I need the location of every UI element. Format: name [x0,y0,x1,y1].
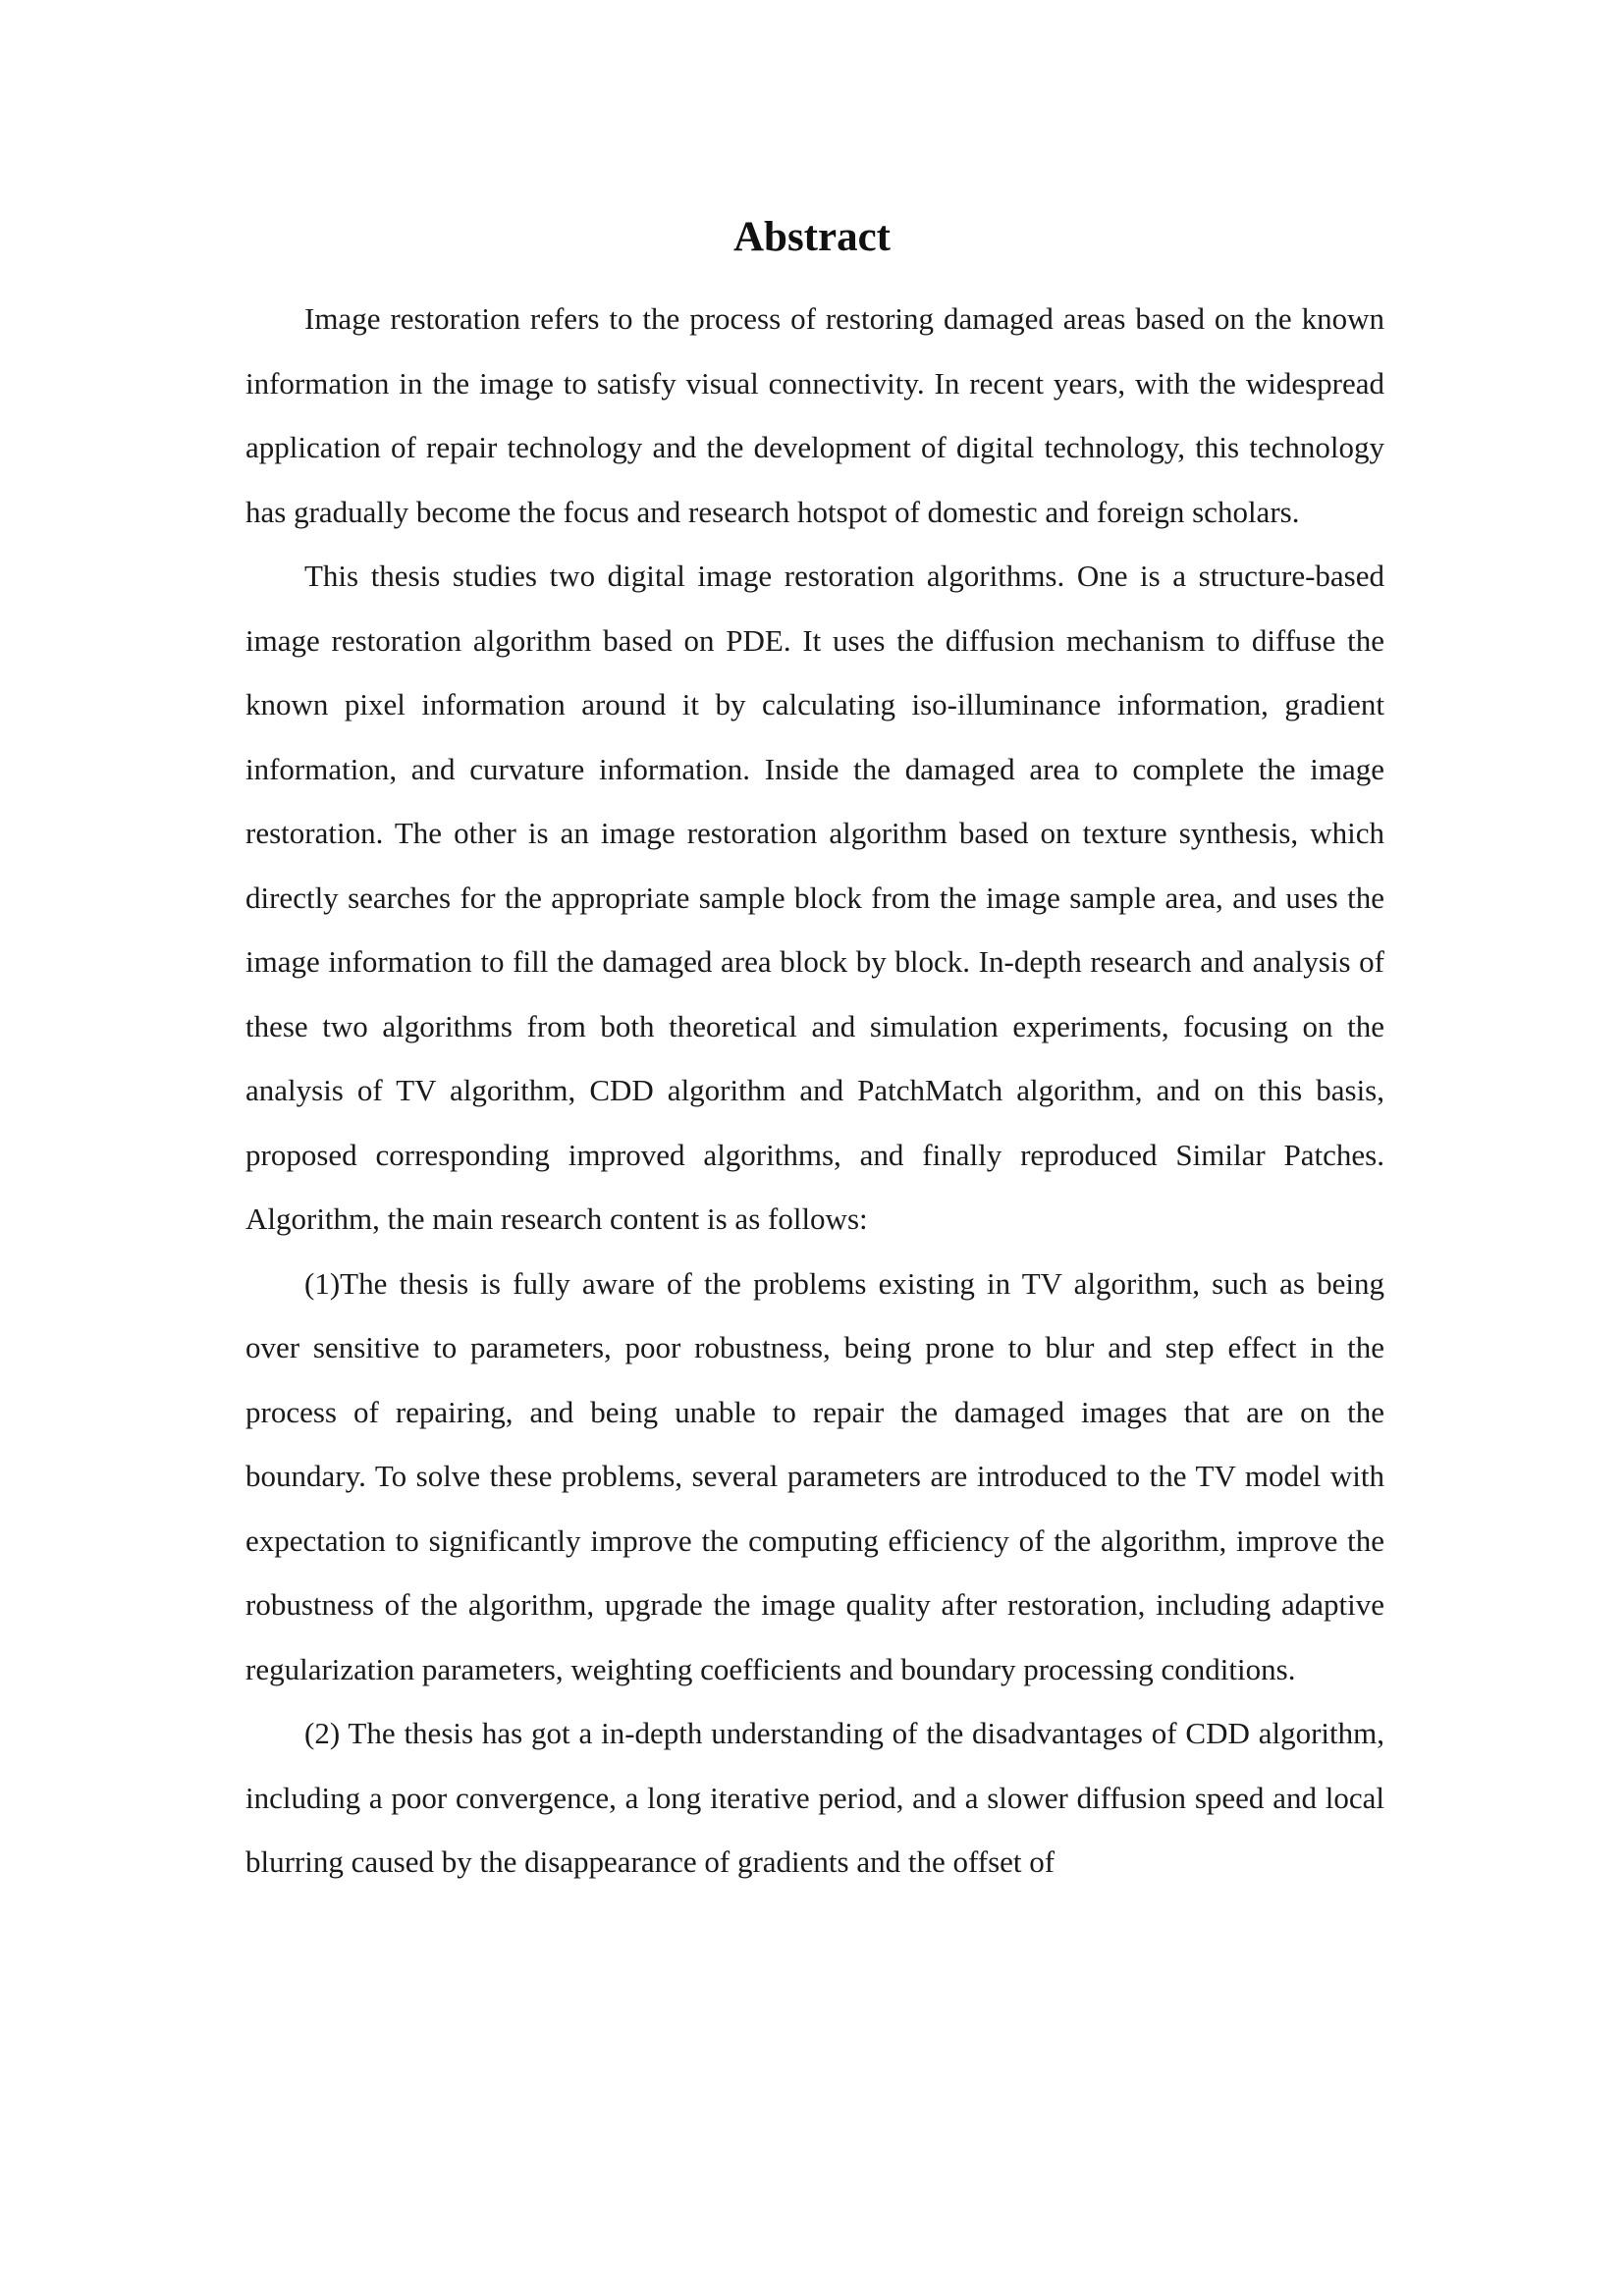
abstract-body [245,287,1384,1895]
paragraph-tv-algorithm: (1)The thesis is fully aware of the problems existing in TV algorithm, such as being over sensitive to parameters, poor robustness, being prone to blur and step effect in the process of repairing, and being unable to repair the damaged images that are on the boundary. To solve these problems, several parameters are introduced to the TV model with expectation to significantly improve the computing efficiency of the algorithm, improve the robustness of the algorithm, upgrade the image quality after restoration, including adaptive regularization parameters, weighting coefficients and boundary processing conditions. [245,1265,1384,1686]
paragraph-intro: Image restoration refers to the process of restoring damaged areas based on the known information in the image to satisfy visual connectivity. In recent years, with the widespread application of repair technology and the development of digital technology, this technology has gradually become the focus and research hotspot of domestic and foreign scholars. [245,301,1384,529]
paragraph-cdd-algorithm: (2) The thesis has got a in-depth understanding of the disadvantages of CDD algorithm, including a poor convergence, a long iterative period, and a slower diffusion speed and local blurring caused by the disappearance of gradients and the offset of [245,1716,1384,1879]
paragraph-algorithms: This thesis studies two digital image restoration algorithms. One is a structure-based image restoration algorithm based on PDE. It uses the diffusion mechanism to diffuse the known pixel information around it by calculating iso-illuminance information, gradient information, and curvature information. Inside the damaged area to complete the image restoration. The other is an image restoration algorithm based on texture synthesis, which directly searches for the appropriate sample block from the image sample area, and uses the image information to fill the damaged area block by block. In-depth research and analysis of these two algorithms from both theoretical and simulation experiments, focusing on the analysis of TV algorithm, CDD algorithm and PatchMatch algorithm, and on this basis, proposed corresponding improved algorithms, and finally reproduced Similar Patches. Algorithm, the main research content is as follows: [245,559,1384,1236]
page-title: Abstract [732,214,891,260]
